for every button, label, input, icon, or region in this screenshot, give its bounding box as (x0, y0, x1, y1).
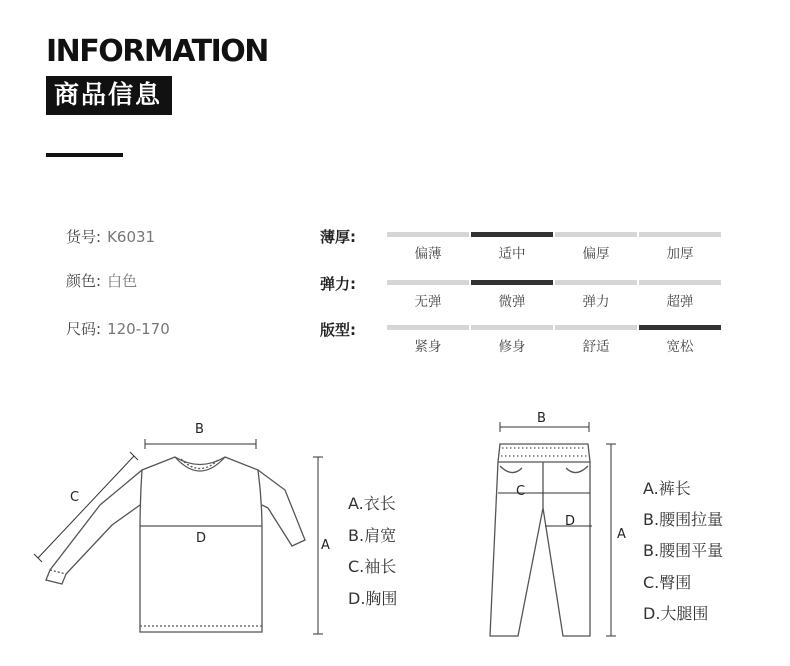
shirt-dim-a: A (321, 538, 330, 553)
scale-option-label: 加厚 (666, 246, 694, 262)
spec-label: 颜色: (66, 272, 102, 290)
scale-option-label: 宽松 (666, 339, 694, 355)
pants-legend-a: A.裤长 (643, 479, 691, 498)
spec-label: 尺码: (66, 320, 102, 338)
spec-label: 货号: (66, 228, 102, 246)
shirt-legend-c: C.袖长 (348, 557, 397, 576)
heading-english: INFORMATION (46, 34, 268, 69)
heading-chinese: 商品信息 (46, 76, 172, 115)
pants-dim-d: D (565, 514, 576, 529)
shirt-drawing (46, 457, 305, 632)
scale-label-thickness: 薄厚: (320, 228, 356, 246)
pants-dim-b: B (537, 411, 546, 426)
pants-dim-a: A (617, 527, 626, 542)
pants-legend-b-stretch: B.腰围拉量 (643, 510, 724, 529)
shirt-dim-b: B (195, 422, 204, 437)
shirt-legend-b: B.肩宽 (348, 526, 397, 545)
scale-option-label: 紧身 (414, 339, 442, 355)
scale-option-label: 微弹 (498, 294, 526, 310)
pants-legend-d: D.大腿围 (643, 604, 709, 623)
pants-legend-c: C.臀围 (643, 573, 692, 592)
scale-option-label: 舒适 (582, 339, 610, 355)
shirt-dim-d: D (196, 531, 207, 546)
spec-value: 白色 (107, 272, 138, 290)
pants-drawing (490, 444, 590, 636)
shirt-measure-lines (34, 439, 323, 634)
scale-option-label: 偏厚 (582, 246, 610, 262)
scale-option-label: 修身 (498, 339, 526, 355)
shirt-legend-d: D.胸围 (348, 589, 398, 608)
spec-value: K6031 (107, 228, 156, 246)
spec-value: 120-170 (107, 320, 170, 338)
pants-legend-b-flat: B.腰围平量 (643, 541, 724, 560)
scale-option-label: 弹力 (582, 294, 610, 310)
scale-label-fit: 版型: (320, 321, 356, 339)
shirt-legend-a: A.衣长 (348, 494, 396, 513)
scale-option-label: 无弹 (414, 294, 442, 310)
scale-option-label: 适中 (498, 246, 526, 262)
pants-measure-lines (498, 422, 616, 636)
scale-option-label: 超弹 (666, 294, 694, 310)
scale-option-label: 偏薄 (414, 246, 442, 262)
scale-label-elasticity: 弹力: (320, 275, 356, 293)
pants-dim-c: C (516, 484, 526, 499)
shirt-dim-c: C (70, 490, 80, 505)
